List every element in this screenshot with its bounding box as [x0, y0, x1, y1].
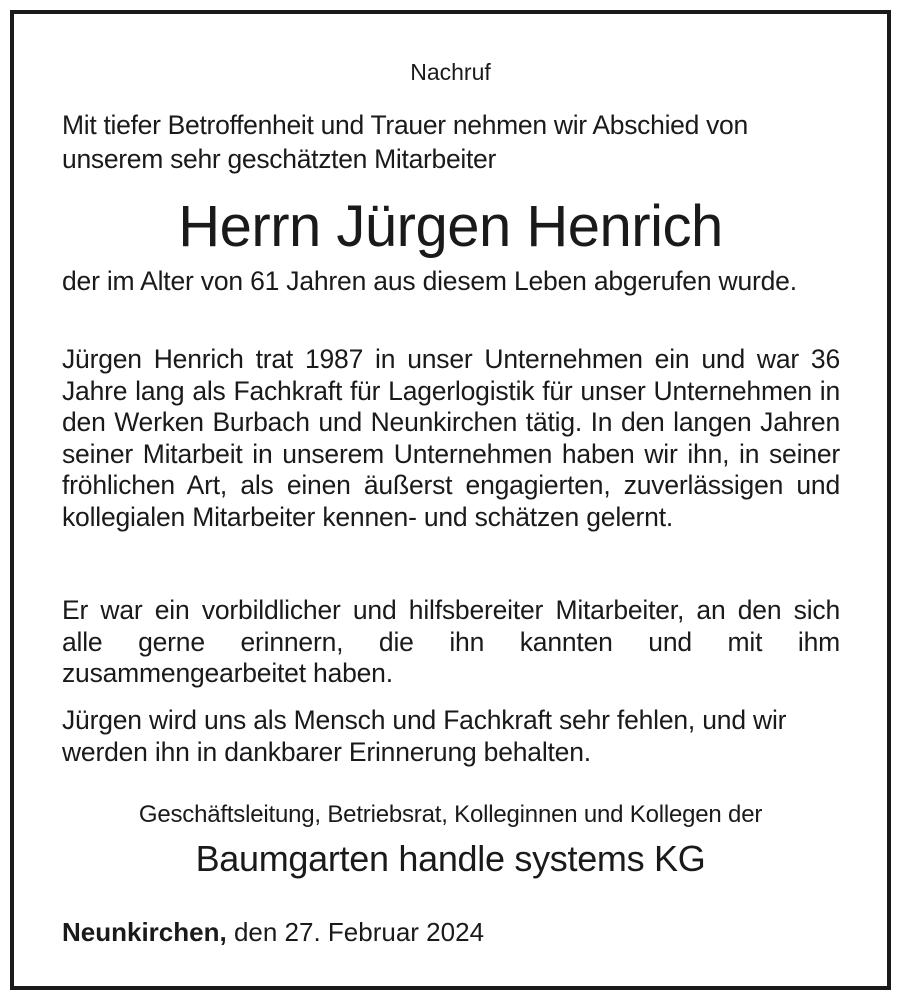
dateline-place: Neunkirchen, — [62, 917, 227, 947]
dateline — [62, 915, 484, 949]
notice-heading: Nachruf — [410, 59, 491, 85]
company-name: Baumgarten handle systems KG — [195, 838, 706, 879]
farewell-paragraph: Jürgen wird uns als Mensch und Fachkraft sehr fehlen, und wir werden ihn in dankbarer Erinnerung behalten. — [62, 705, 787, 767]
career-paragraph: Jürgen Henrich trat 1987 in unser Unternehmen ein und war 36 Jahre lang als Fachkraft für Lagerlogistik für unser Unternehmen in den Werken Burbach und Neunkirchen tätig. In den langen Jahren seiner Mitarbeit in unserem Unternehmen haben wir ihn, in seiner fröhlichen Art, als einen äußerst engagierten, zuverlässigen und kollegialen Mitarbeiter kennen- und schätzen gelernt. — [62, 344, 840, 532]
signers-line: Geschäftsleitung, Betriebsrat, Kolleginnen und Kollegen der — [138, 801, 763, 828]
intro-text: Mit tiefer Betroffenheit und Trauer nehmen wir Abschied von unserem sehr geschätzten Mitarbeiter — [62, 110, 748, 174]
dateline-date: den 27. Februar 2024 — [233, 917, 485, 947]
character-paragraph: Er war ein vorbildlicher und hilfsbereiter Mitarbeiter, an den sich alle gerne erinnern, die ihn kannten und mit ihm zusammengearbeitet haben. — [62, 595, 840, 688]
deceased-name: Herrn Jürgen Henrich — [178, 194, 723, 259]
age-paragraph: der im Alter von 61 Jahren aus diesem Leben abgerufen wurde. — [62, 266, 797, 296]
